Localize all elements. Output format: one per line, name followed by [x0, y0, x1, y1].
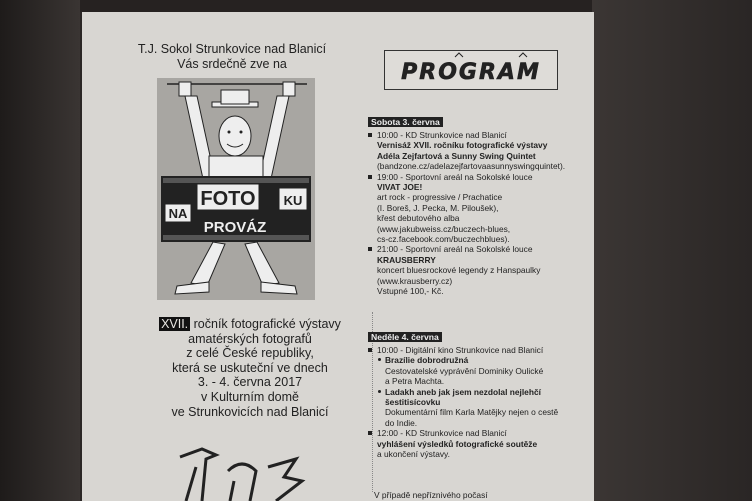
item-title: KRAUSBERRY	[377, 254, 436, 265]
foto-na-provazku-poster	[157, 78, 315, 300]
item-title: šestitisícovku	[385, 397, 441, 408]
list-item	[368, 130, 590, 172]
item-desc: Dokumentární film Karla Matějky nejen o cestě	[385, 407, 559, 418]
program-column	[360, 12, 594, 501]
item-title: Brazílie dobrodružná	[385, 355, 469, 366]
bullet-square-icon	[368, 175, 372, 179]
sunday-program	[368, 345, 590, 459]
bullet-square-icon	[368, 431, 372, 435]
item-time-place: 21:00 - Sportovní areál na Sokolské louce	[377, 244, 533, 255]
saturday-program	[368, 130, 590, 297]
poster-word-foto: FOTO	[200, 188, 256, 210]
list-item	[368, 172, 590, 245]
organizer-name: T.J. Sokol Strunkovice nad Blanicí	[137, 42, 327, 56]
item-desc: křest debutového alba	[377, 213, 460, 224]
program-logo	[384, 50, 558, 90]
item-desc: koncert bluesrockové legendy z Hanspaulky	[377, 265, 541, 276]
festival-description	[118, 317, 382, 419]
item-desc: Cestovatelské vyprávění Dominiky Oulické	[385, 365, 544, 376]
item-title: vyhlášení výsledků fotografické soutěže	[377, 438, 538, 449]
item-title: Vernisáž XVII. ročníku fotografické výstavy	[377, 140, 548, 151]
list-item	[368, 428, 590, 459]
monitor-bezel-left	[0, 0, 80, 501]
item-time-place: 12:00 - KD Strunkovice nad Blanicí	[377, 428, 507, 439]
item-desc: a Petra Machta.	[385, 376, 445, 387]
item-title: Ladakh aneb jak jsem nezdolal nejlehčí	[385, 386, 541, 397]
organizer-invite: Vás srdečně zve na	[177, 57, 287, 71]
item-desc: a ukončení výstavy.	[377, 449, 450, 460]
bullet-dot-icon	[378, 390, 381, 393]
festival-line-1: ročník fotografické výstavy	[190, 317, 341, 331]
poster-word-provaz: PROVÁZ	[203, 219, 267, 236]
day-heading-saturday: Sobota 3. června	[368, 117, 443, 127]
sub-item	[377, 387, 590, 429]
item-time-place: 10:00 - KD Strunkovice nad Blanicí	[377, 130, 507, 140]
item-link: (www.jakubweiss.cz/buczech-blues,	[377, 223, 511, 234]
document-screen[interactable]	[82, 12, 594, 501]
poster-word-na: NA	[168, 206, 188, 221]
poster-word-ku: KU	[283, 193, 303, 208]
day-heading-sunday: Neděle 4. června	[368, 332, 442, 342]
item-link: (www.krausberry.cz)	[377, 275, 453, 286]
item-desc: (I. Boreš, J. Pecka, M. Piloušek),	[377, 202, 499, 213]
festival-line-4: která se uskuteční ve dnech	[172, 360, 328, 375]
bullet-dot-icon	[378, 358, 381, 361]
program-logo-text: PROGRAM	[401, 60, 541, 85]
doodle-illustration	[172, 437, 312, 501]
festival-town: ve Strunkovicích nad Blanicí	[171, 404, 329, 419]
bullet-square-icon	[368, 133, 372, 137]
festival-venue: v Kulturním domě	[201, 389, 299, 404]
bullet-square-icon	[368, 348, 372, 352]
festival-dates: 3. - 4. června 2017	[197, 375, 303, 390]
item-time-place: 10:00 - Digitální kino Strunkovice nad Blanicí	[377, 345, 544, 355]
list-item	[368, 244, 590, 296]
item-time-place: 19:00 - Sportovní areál na Sokolské louce	[377, 171, 533, 182]
festival-line-2: amatérských fotografů	[188, 331, 312, 346]
item-title: VIVAT JOE!	[377, 182, 423, 193]
item-link: (bandzone.cz/adelazejfartovaasunnyswingquintet).	[377, 161, 566, 172]
organizer-heading	[82, 42, 382, 72]
item-price: Vstupné 100,- Kč.	[377, 286, 444, 297]
item-desc: do Indie.	[385, 417, 418, 428]
sub-item	[377, 355, 590, 386]
item-title: Adéla Zejfartová a Sunny Swing Quintet	[377, 150, 536, 161]
invitation-column	[82, 12, 382, 501]
edition-number: XVII.	[161, 317, 189, 331]
item-desc: art rock - progressive / Prachatice	[377, 192, 503, 203]
list-item	[368, 345, 590, 428]
festival-line-3: z celé České republiky,	[186, 346, 314, 361]
weather-note: V případě nepříznivého počasí	[374, 490, 488, 500]
monitor-bezel-right	[592, 0, 752, 501]
item-link: cs-cz.facebook.com/buczechblues).	[377, 234, 510, 245]
bullet-square-icon	[368, 247, 372, 251]
